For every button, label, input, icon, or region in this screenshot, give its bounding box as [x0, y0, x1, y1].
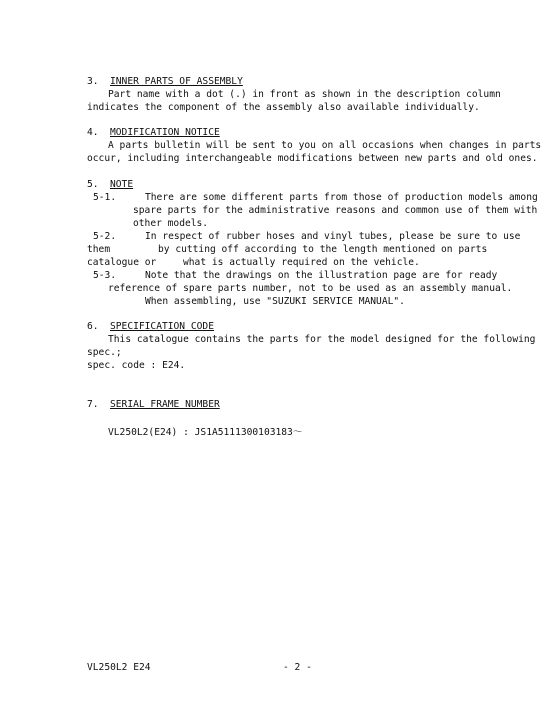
- section-3-line-2: indicates the component of the assembly also available individually.: [87, 102, 480, 113]
- section-4-heading: MODIFICATION NOTICE: [110, 127, 220, 138]
- note-5-3-line-2: reference of spare parts number, not to be used as an assembly manual.: [108, 283, 513, 294]
- section-6-line-3: spec. code : E24.: [87, 360, 186, 371]
- note-5-2-line-1: In respect of rubber hoses and vinyl tubes, please be sure to use: [145, 231, 521, 242]
- note-5-1-line-1: There are some different parts from those of production models among: [145, 192, 538, 203]
- note-5-1-label: 5-1.: [93, 192, 117, 203]
- section-4-line-2: occur, including interchangeable modifications between new parts and old ones.: [87, 153, 538, 164]
- section-3-number: 3.: [87, 76, 99, 87]
- section-6-line-2: spec.;: [87, 347, 122, 358]
- section-6-line-1: This catalogue contains the parts for the model designed for the following: [108, 334, 536, 345]
- section-4-number: 4.: [87, 127, 99, 138]
- footer-page-number: - 2 -: [283, 662, 312, 673]
- section-7-number: 7.: [87, 399, 99, 410]
- note-5-2-label: 5-2.: [93, 231, 117, 242]
- note-5-3-line-1: Note that the drawings on the illustration page are for ready: [145, 270, 498, 281]
- note-5-2-line-3a: catalogue or: [87, 257, 157, 268]
- note-5-3-line-3: When assembling, use "SUZUKI SERVICE MANUAL".: [145, 296, 405, 307]
- section-7-heading: SERIAL FRAME NUMBER: [110, 399, 220, 410]
- section-3-line-1: Part name with a dot (.) in front as shown in the description column: [108, 89, 501, 100]
- note-5-2-line-3b: what is actually required on the vehicle.: [183, 257, 420, 268]
- section-3-heading: INNER PARTS OF ASSEMBLY: [110, 76, 243, 87]
- serial-frame-number: VL250L2(E24) : JS1A5111300103183～: [108, 427, 303, 438]
- section-5-heading: NOTE: [110, 179, 134, 190]
- note-5-2-line-2b: by cutting off according to the length mentioned on parts: [158, 244, 488, 255]
- note-5-1-line-2: spare parts for the administrative reasons and common use of them with: [133, 205, 538, 216]
- footer-model: VL250L2 E24: [87, 662, 151, 673]
- section-6-heading: SPECIFICATION CODE: [110, 321, 214, 332]
- note-5-2-line-2a: them: [87, 244, 111, 255]
- section-4-line-1: A parts bulletin will be sent to you on all occasions when changes in parts: [108, 140, 542, 151]
- section-5-number: 5.: [87, 179, 99, 190]
- section-6-number: 6.: [87, 321, 99, 332]
- note-5-1-line-3: other models.: [133, 218, 209, 229]
- note-5-3-label: 5-3.: [93, 270, 117, 281]
